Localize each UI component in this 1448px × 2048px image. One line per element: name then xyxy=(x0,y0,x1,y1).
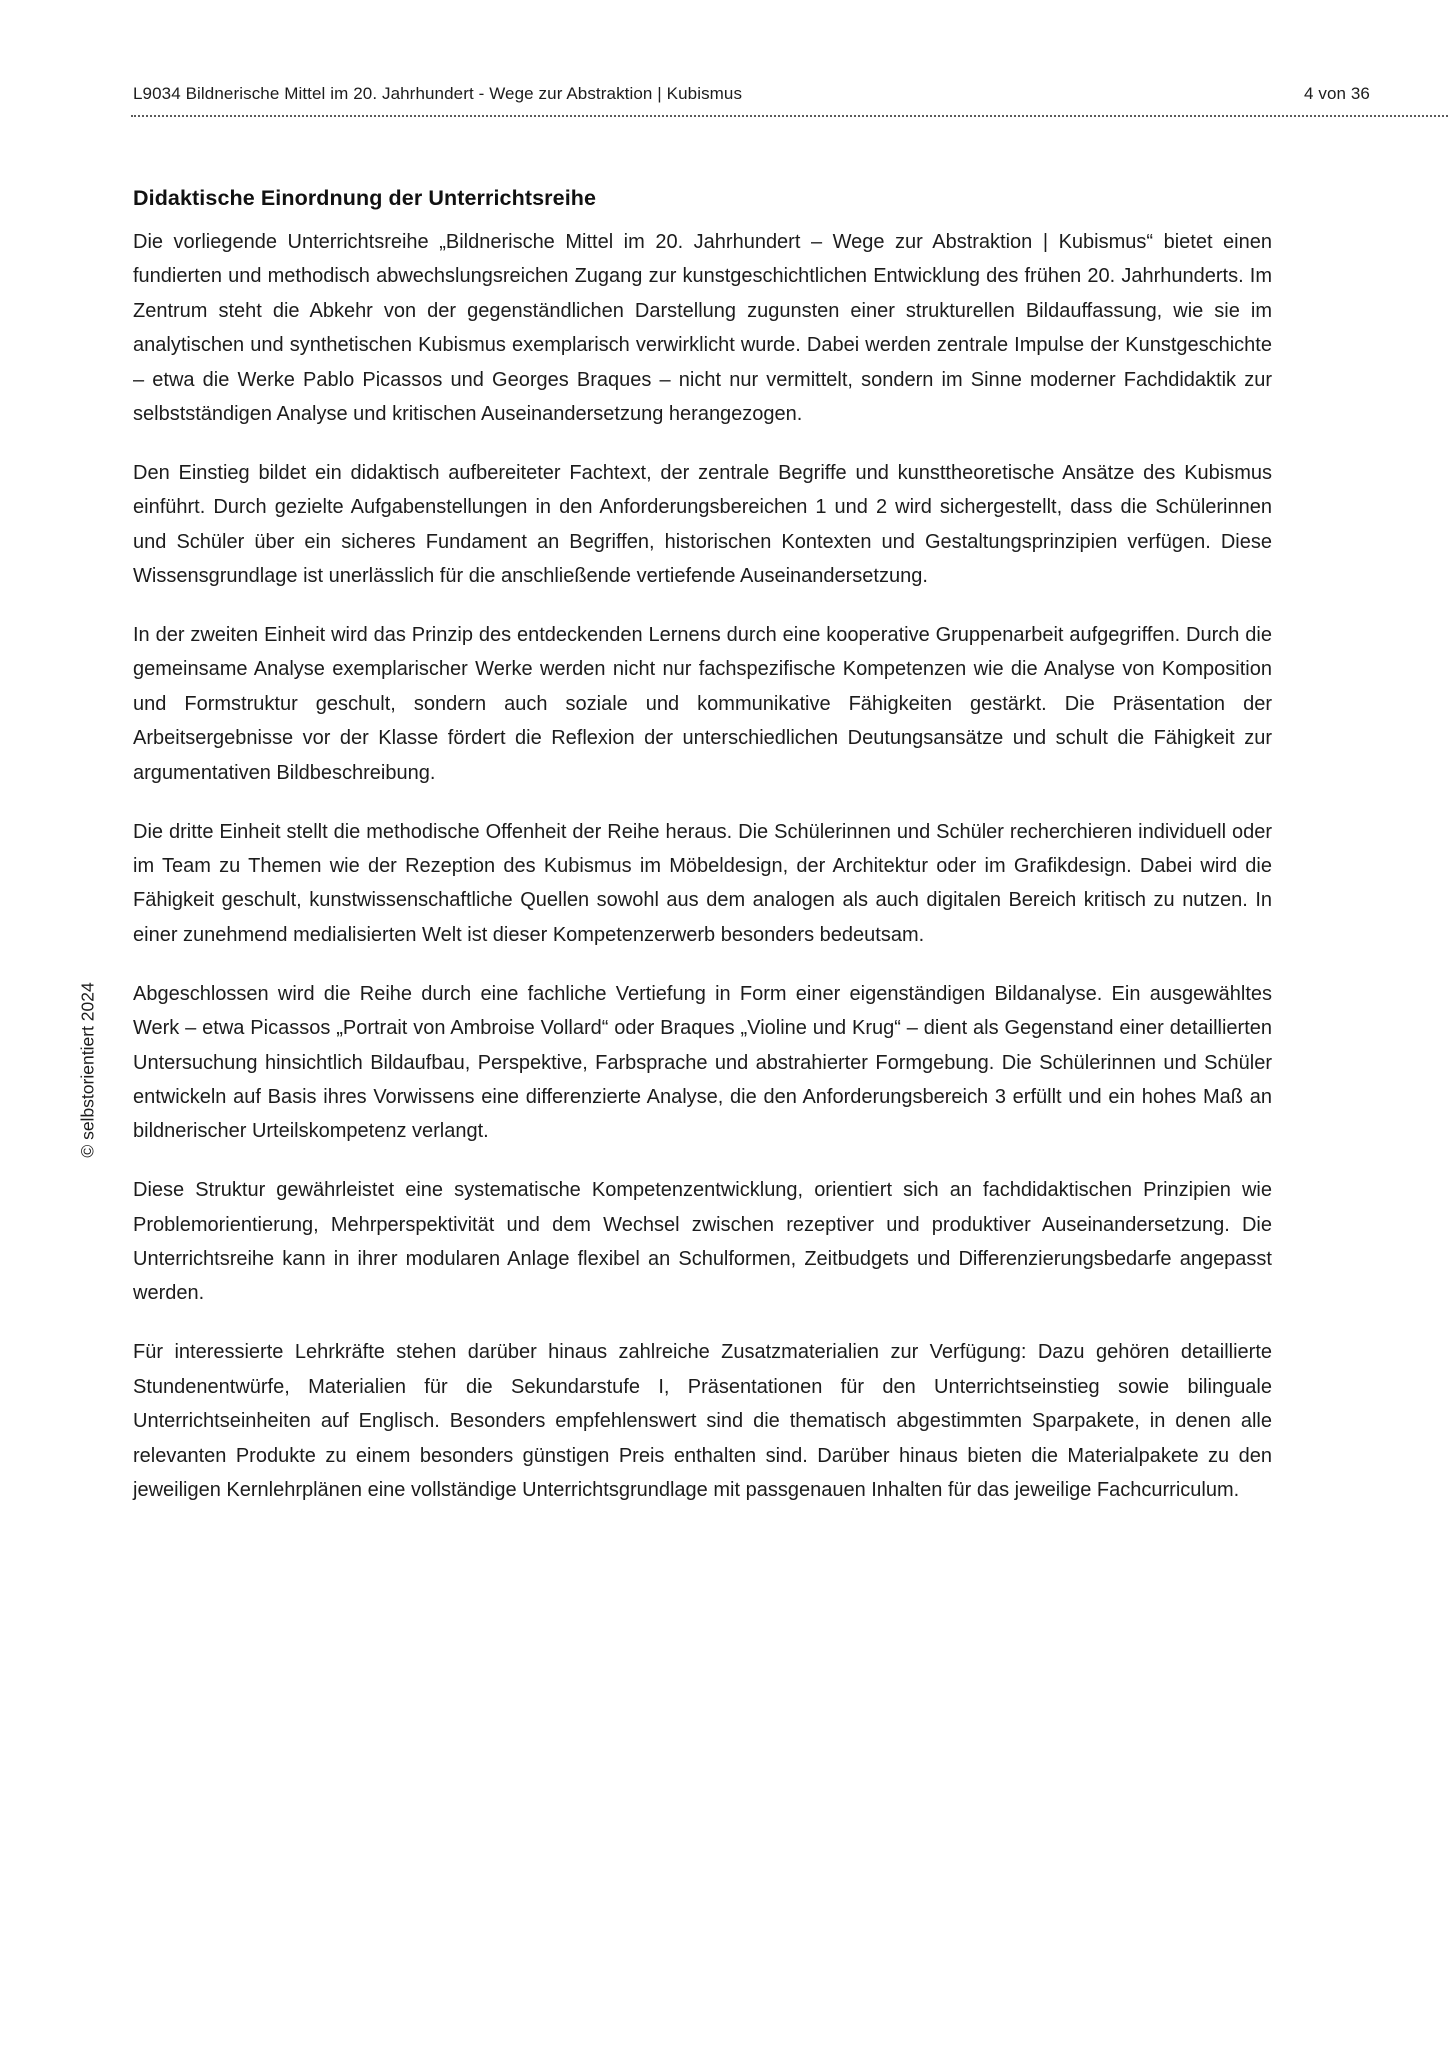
paragraph-dritte-einheit: Die dritte Einheit stellt die methodische Offenheit der Reihe heraus. Die Schülerinnen und Schüler recherchieren individuell oder im Team zu Themen wie der Rezeption des Kubismus im Möbeldesign, der Architektur oder im Grafikdesign. Dabei wird die Fähigkeit geschult, kunstwissenschaftliche Quellen sowohl aus dem analogen als auch digitalen Bereich kritisch zu nutzen. In einer zunehmend medialisierten Welt ist dieser Kompetenzerwerb besonders bedeutsam. xyxy=(133,820,1272,946)
body-text xyxy=(133,225,1272,1532)
header-divider-rule xyxy=(131,115,1448,117)
paragraph-intro: Die vorliegende Unterrichtsreihe „Bildnerische Mittel im 20. Jahrhundert – Wege zur Abstraktion | Kubismus“ bietet einen fundierten und methodisch abwechslungsreichen Zugang zur kunstgeschichtlichen Entwicklung des frühen 20. Jahrhunderts. Im Zentrum steht die Abkehr von der gegenständlichen Darstellung zugunsten einer strukturellen Bildauffassung, wie sie im analytischen und synthetischen Kubismus exemplarisch verwirklicht wurde. Dabei werden zentrale Impulse der Kunstgeschichte – etwa die Werke Pablo Picassos und Georges Braques – nicht nur vermittelt, sondern im Sinne moderner Fachdidaktik zur selbstständigen Analyse und kritischen Auseinandersetzung herangezogen. xyxy=(133,231,1272,426)
paragraph-struktur: Diese Struktur gewährleistet eine systematische Kompetenzentwicklung, orientiert sich an fachdidaktischen Prinzipien wie Problemorientierung, Mehrperspektivität und dem Wechsel zwischen rezeptiver und produktiver Auseinandersetzung. Die Unterrichtsreihe kann in ihrer modularen Anlage flexibel an Schulformen, Zeitbudgets und Differenzierungsbedarfe angepasst werden. xyxy=(133,1179,1272,1305)
paragraph-zweite-einheit: In der zweiten Einheit wird das Prinzip des entdeckenden Lernens durch eine kooperative Gruppenarbeit aufgegriffen. Durch die gemeinsame Analyse exemplarischer Werke werden nicht nur fachspezifische Kompetenzen wie die Analyse von Komposition und Formstruktur geschult, sondern auch soziale und kommunikative Fähigkeiten gestärkt. Die Präsentation der Arbeitsergebnisse vor der Klasse fördert die Reflexion der unterschiedlichen Deutungsansätze und schult die Fähigkeit zur argumentativen Bildbeschreibung. xyxy=(133,624,1272,784)
page-header xyxy=(133,84,1370,104)
paragraph-zusatzmaterial: Für interessierte Lehrkräfte stehen darüber hinaus zahlreiche Zusatzmaterialien zur Verfügung: Dazu gehören detaillierte Stundenentwürfe, Materialien für die Sekundarstufe I, Präsentationen für den Unterrichtseinstieg sowie bilinguale Unterrichtseinheiten auf Englisch. Besonders empfehlenswert sind die thematisch abgestimmten Sparpakete, in denen alle relevanten Produkte zu einem besonders günstigen Preis enthalten sind. Darüber hinaus bieten die Materialpakete zu den jeweiligen Kernlehrplänen eine vollständige Unterrichtsgrundlage mit passgenauen Inhalten für das jeweilige Fachcurriculum. xyxy=(133,1341,1272,1501)
header-course-label: L9034 Bildnerische Mittel im 20. Jahrhundert - Wege zur Abstraktion | Kubismus xyxy=(133,84,743,103)
paragraph-einstieg: Den Einstieg bildet ein didaktisch aufbereiteter Fachtext, der zentrale Begriffe und kunsttheoretische Ansätze des Kubismus einführt. Durch gezielte Aufgabenstellungen in den Anforderungsbereichen 1 und 2 wird sichergestellt, dass die Schülerinnen und Schüler über ein sicheres Fundament an Begriffen, historischen Kontexten und Gestaltungsprinzipien verfügen. Diese Wissensgrundlage ist unerlässlich für die anschließende vertiefende Auseinandersetzung. xyxy=(133,461,1272,588)
page-number: 4 von 36 xyxy=(1303,84,1370,103)
paragraph-abschluss: Abgeschlossen wird die Reihe durch eine fachliche Vertiefung in Form einer eigenständigen Bildanalyse. Ein ausgewähltes Werk – etwa Picassos „Portrait von Ambroise Vollard“ oder Braques „Violine und Krug“ – dient als Gegenstand einer detaillierten Untersuchung hinsichtlich Bildaufbau, Perspektive, Farbsprache und abstrahierter Formgebung. Die Schülerinnen und Schüler entwickeln auf Basis ihres Vorwissens eine differenzierte Analyse, die den Anforderungsbereich 3 erfüllt und ein hohes Maß an bildnerischer Urteilskompetenz verlangt. xyxy=(133,982,1272,1143)
copyright-sidebar: © selbstorientiert 2024 xyxy=(77,982,98,1158)
section-title: Didaktische Einordnung der Unterrichtsreihe xyxy=(133,186,597,211)
